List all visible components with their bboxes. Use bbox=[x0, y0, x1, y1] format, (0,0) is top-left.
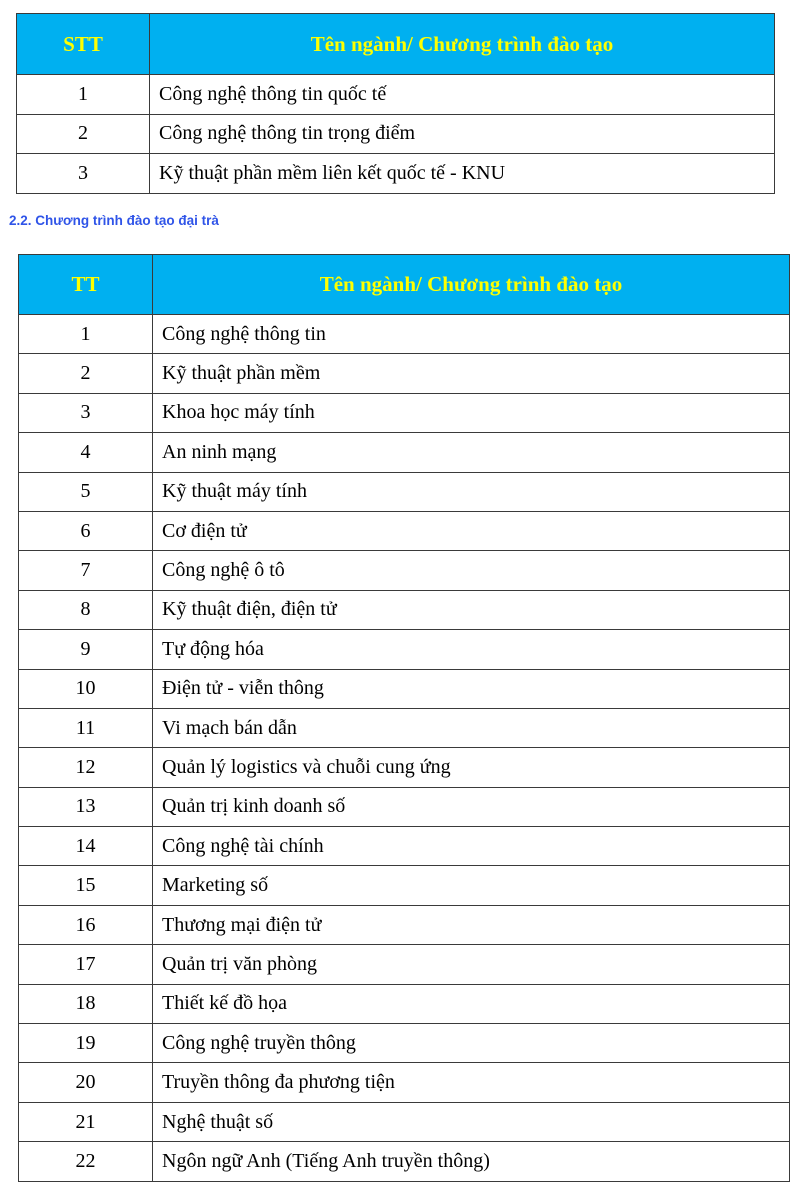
table-row bbox=[19, 1063, 790, 1102]
program-name: Cơ điện tử bbox=[153, 511, 790, 550]
program-name: Kỹ thuật phần mềm liên kết quốc tế - KNU bbox=[150, 154, 775, 194]
table-row bbox=[19, 472, 790, 511]
table-row bbox=[19, 590, 790, 629]
row-number: 9 bbox=[19, 630, 153, 669]
table-row bbox=[19, 984, 790, 1023]
row-number: 3 bbox=[19, 393, 153, 432]
program-name: Vi mạch bán dẫn bbox=[153, 708, 790, 747]
row-number: 4 bbox=[19, 433, 153, 472]
row-number: 10 bbox=[19, 669, 153, 708]
row-number: 1 bbox=[19, 315, 153, 354]
program-name: Quản trị văn phòng bbox=[153, 945, 790, 984]
table-row bbox=[19, 433, 790, 472]
row-number: 7 bbox=[19, 551, 153, 590]
program-name: Nghệ thuật số bbox=[153, 1102, 790, 1141]
table-row bbox=[19, 1142, 790, 1181]
row-number: 15 bbox=[19, 866, 153, 905]
program-name: Kỹ thuật điện, điện tử bbox=[153, 590, 790, 629]
table-row bbox=[19, 827, 790, 866]
row-number: 5 bbox=[19, 472, 153, 511]
section-heading: 2.2. Chương trình đào tạo đại trà bbox=[9, 213, 219, 228]
program-name: Công nghệ thông tin bbox=[153, 315, 790, 354]
program-name: Quản trị kinh doanh số bbox=[153, 787, 790, 826]
table-row bbox=[17, 154, 775, 194]
program-name: Thương mại điện tử bbox=[153, 905, 790, 944]
table-row bbox=[19, 315, 790, 354]
row-number: 6 bbox=[19, 511, 153, 550]
table-row bbox=[19, 630, 790, 669]
program-name: Công nghệ truyền thông bbox=[153, 1024, 790, 1063]
row-number: 14 bbox=[19, 827, 153, 866]
column-header-tt: TT bbox=[19, 255, 153, 315]
program-name: Truyền thông đa phương tiện bbox=[153, 1063, 790, 1102]
row-number: 2 bbox=[17, 114, 150, 154]
row-number: 12 bbox=[19, 748, 153, 787]
column-header-stt: STT bbox=[17, 14, 150, 75]
table-row bbox=[19, 669, 790, 708]
row-number: 18 bbox=[19, 984, 153, 1023]
row-number: 17 bbox=[19, 945, 153, 984]
program-name: Ngôn ngữ Anh (Tiếng Anh truyền thông) bbox=[153, 1142, 790, 1181]
program-name: Công nghệ tài chính bbox=[153, 827, 790, 866]
row-number: 8 bbox=[19, 590, 153, 629]
program-name: Điện tử - viễn thông bbox=[153, 669, 790, 708]
program-name: Kỹ thuật máy tính bbox=[153, 472, 790, 511]
table-header-row bbox=[17, 14, 775, 75]
table-row bbox=[19, 945, 790, 984]
international-programs-table bbox=[16, 13, 775, 194]
table-row bbox=[19, 708, 790, 747]
table-row bbox=[19, 511, 790, 550]
row-number: 20 bbox=[19, 1063, 153, 1102]
row-number: 2 bbox=[19, 354, 153, 393]
table-row bbox=[19, 393, 790, 432]
row-number: 16 bbox=[19, 905, 153, 944]
table-row bbox=[19, 905, 790, 944]
table-row bbox=[19, 354, 790, 393]
program-name: Khoa học máy tính bbox=[153, 393, 790, 432]
program-name: Marketing số bbox=[153, 866, 790, 905]
column-header-program-name: Tên ngành/ Chương trình đào tạo bbox=[150, 14, 775, 75]
standard-programs-table bbox=[18, 254, 790, 1182]
table-row bbox=[19, 1102, 790, 1141]
row-number: 1 bbox=[17, 75, 150, 115]
program-name: Tự động hóa bbox=[153, 630, 790, 669]
table-row bbox=[19, 1024, 790, 1063]
row-number: 22 bbox=[19, 1142, 153, 1181]
table-row bbox=[19, 551, 790, 590]
program-name: Kỹ thuật phần mềm bbox=[153, 354, 790, 393]
table-header-row bbox=[19, 255, 790, 315]
table-row bbox=[19, 787, 790, 826]
table-row bbox=[19, 866, 790, 905]
table-row bbox=[17, 75, 775, 115]
program-name: Thiết kế đồ họa bbox=[153, 984, 790, 1023]
table-row bbox=[19, 748, 790, 787]
program-name: Công nghệ ô tô bbox=[153, 551, 790, 590]
program-name: Công nghệ thông tin trọng điểm bbox=[150, 114, 775, 154]
program-name: Công nghệ thông tin quốc tế bbox=[150, 75, 775, 115]
row-number: 11 bbox=[19, 708, 153, 747]
column-header-program-name: Tên ngành/ Chương trình đào tạo bbox=[153, 255, 790, 315]
program-name: Quản lý logistics và chuỗi cung ứng bbox=[153, 748, 790, 787]
program-name: An ninh mạng bbox=[153, 433, 790, 472]
row-number: 21 bbox=[19, 1102, 153, 1141]
row-number: 3 bbox=[17, 154, 150, 194]
row-number: 19 bbox=[19, 1024, 153, 1063]
table-row bbox=[17, 114, 775, 154]
row-number: 13 bbox=[19, 787, 153, 826]
